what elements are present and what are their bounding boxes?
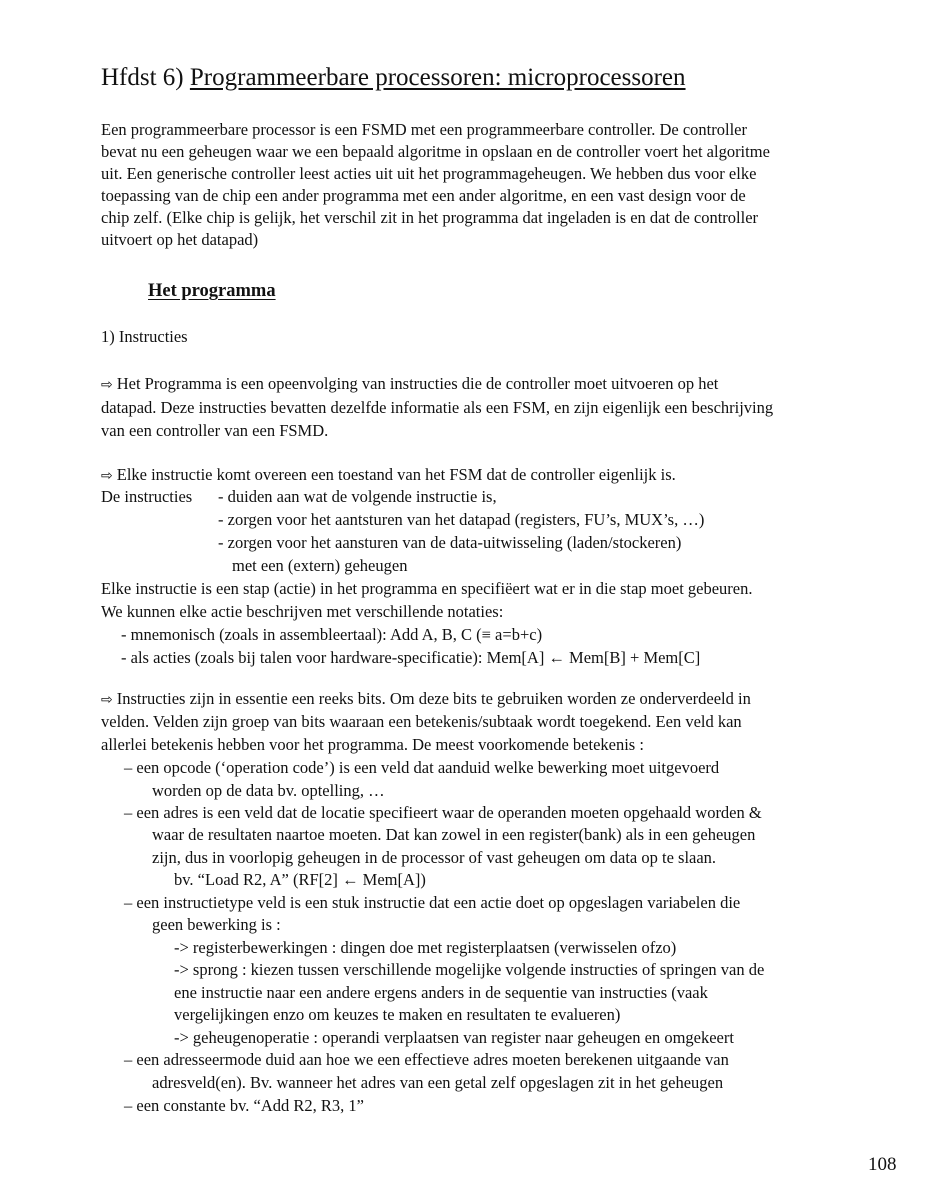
list-item: - als acties (zoals bij talen voor hardware-specificatie): Mem[A] ← Mem[B] + Mem[C]	[121, 648, 701, 667]
list-item: -> registerbewerkingen : dingen doe met registerplaatsen (verwisselen ofzo)	[174, 938, 677, 957]
paragraph-line: datapad. Deze instructies bevatten dezelfde informatie als een FSM, en zijn eigenlijk een beschrijving	[101, 398, 774, 417]
paragraph-line: ⇨ Elke instructie komt overeen een toestand van het FSM dat de controller eigenlijk is.	[101, 464, 676, 487]
paragraph-line: velden. Velden zijn groep van bits waaraan een betekenis/subtaak wordt toegekend. Een veld kan	[101, 712, 742, 731]
list-item: – een adresseermode duid aan hoe we een effectieve adres moeten berekenen uitgaande van	[124, 1050, 729, 1069]
list-item: ene instructie naar een andere ergens anders in de sequentie van instructies (vaak	[174, 983, 708, 1002]
paragraph-line: De instructies	[101, 487, 193, 506]
chapter-prefix: Hfdst 6)	[101, 64, 190, 91]
paragraph-line: ⇨ Het Programma is een opeenvolging van instructies die de controller moet uitvoeren op het	[101, 373, 718, 396]
list-item: – een adres is een veld dat de locatie specifieert waar de operanden moeten opgehaald worden &	[124, 803, 762, 822]
list-item: - zorgen voor het aantsturen van het datapad (registers, FU’s, MUX’s, …)	[218, 510, 705, 529]
list-item: - zorgen voor het aansturen van de data-uitwisseling (laden/stockeren)	[218, 533, 682, 552]
arrow-icon: ⇨	[101, 377, 113, 393]
list-item: – een constante bv. “Add R2, R3, 1”	[124, 1096, 364, 1115]
list-item: -> sprong : kiezen tussen verschillende mogelijke volgende instructies of springen van de	[174, 960, 765, 979]
list-item: waar de resultaten naartoe moeten. Dat kan zowel in een register(bank) als in een geheugen	[152, 825, 756, 844]
subsection-title: 1) Instructies	[101, 327, 188, 346]
paragraph-line: allerlei betekenis hebben voor het programma. De meest voorkomende betekenis :	[101, 735, 644, 754]
paragraph-line: ⇨ Instructies zijn in essentie een reeks bits. Om deze bits te gebruiken worden ze onderverdeeld in	[101, 688, 751, 711]
list-item: - mnemonisch (zoals in assembleertaal): Add A, B, C (≡ a=b+c)	[121, 625, 543, 644]
page-number: 108	[868, 1154, 897, 1175]
chapter-title-text: Programmeerbare processoren: microprocessoren	[189, 64, 686, 91]
list-item: – een opcode (‘operation code’) is een veld dat aanduid welke bewerking moet uitgevoerd	[124, 758, 720, 777]
arrow-icon: ⇨	[101, 468, 113, 484]
intro-line: uit. Een generische controller leest acties uit uit het programmageheugen. We hebben dus voor elke	[101, 164, 757, 183]
intro-line: bevat nu een geheugen waar we een bepaald algoritme in opslaan en de controller voert het algoritme	[101, 142, 770, 161]
paragraph-line: van een controller van een FSMD.	[101, 421, 329, 440]
paragraph-line: We kunnen elke actie beschrijven met verschillende notaties:	[101, 602, 504, 621]
intro-line: Een programmeerbare processor is een FSMD met een programmeerbare controller. De controller	[101, 120, 747, 139]
list-item: met een (extern) geheugen	[232, 556, 408, 575]
list-item: vergelijkingen enzo om keuzes te maken en resultaten te evalueren)	[174, 1005, 621, 1024]
list-item: - duiden aan wat de volgende instructie is,	[218, 487, 497, 506]
section-title: Het programma	[148, 281, 276, 301]
intro-line: chip zelf. (Elke chip is gelijk, het verschil zit in het programma dat ingeladen is en dat de controller	[101, 208, 759, 227]
arrow-icon: ⇨	[101, 692, 113, 708]
list-item: bv. “Load R2, A” (RF[2] ← Mem[A])	[174, 870, 426, 889]
chapter-title	[101, 62, 686, 94]
list-item: adresveld(en). Bv. wanneer het adres van een getal zelf opgeslagen zit in het geheugen	[152, 1073, 724, 1092]
list-item: worden op de data bv. optelling, …	[152, 781, 385, 800]
list-item: geen bewerking is :	[152, 915, 281, 934]
list-item: zijn, dus in voorlopig geheugen in de processor of vast geheugen om data op te slaan.	[152, 848, 717, 867]
paragraph-line: Elke instructie is een stap (actie) in het programma en specifiëert wat er in die stap moet gebeuren.	[101, 579, 753, 598]
list-item: – een instructietype veld is een stuk instructie dat een actie doet op opgeslagen variabelen die	[124, 893, 741, 912]
list-item: -> geheugenoperatie : operandi verplaatsen van register naar geheugen en omgekeert	[174, 1028, 734, 1047]
intro-line: toepassing van de chip een ander programma met een ander algoritme, en een vast design voor de	[101, 186, 746, 205]
intro-line: uitvoert op het datapad)	[101, 230, 259, 249]
